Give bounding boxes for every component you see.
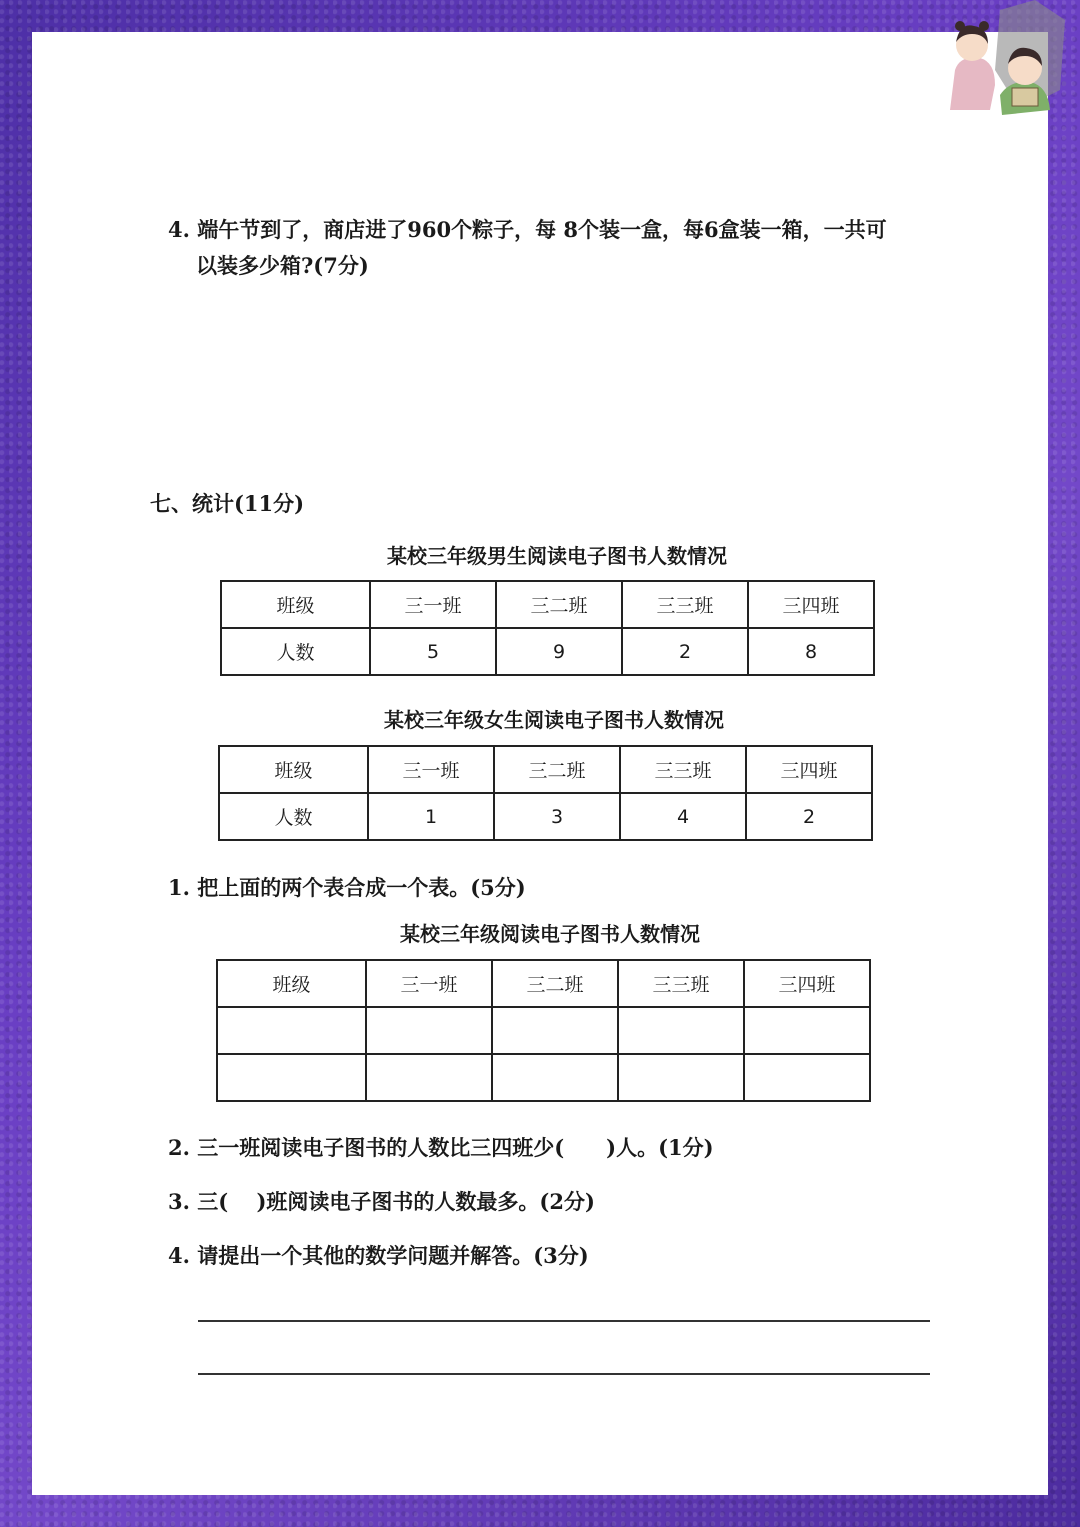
value-cell: 3	[494, 793, 620, 840]
combined-table-caption: 某校三年级阅读电子图书人数情况	[400, 922, 700, 946]
header-cell: 三二班	[492, 960, 618, 1007]
question-4-line2: 以装多少箱?(7分)	[196, 253, 369, 278]
header-cell: 三四班	[746, 746, 872, 793]
sub-question-2: 2. 三一班阅读电子图书的人数比三四班少( )人。(1分)	[168, 1135, 714, 1160]
header-cell: 三二班	[496, 581, 622, 628]
sub-question-4: 4. 请提出一个其他的数学问题并解答。(3分)	[168, 1243, 589, 1268]
header-cell: 三四班	[744, 960, 870, 1007]
boys-table	[220, 580, 875, 676]
header-cell: 三一班	[370, 581, 496, 628]
table-row	[217, 1054, 870, 1101]
header-cell: 班级	[217, 960, 366, 1007]
girls-table	[218, 745, 873, 841]
row-label: 人数	[221, 628, 370, 675]
sub-question-3: 3. 三( )班阅读电子图书的人数最多。(2分)	[168, 1189, 595, 1214]
header-cell: 三三班	[618, 960, 744, 1007]
header-cell: 三三班	[620, 746, 746, 793]
blank-cell[interactable]	[618, 1054, 744, 1101]
value-cell: 5	[370, 628, 496, 675]
value-cell: 4	[620, 793, 746, 840]
reading-children-illustration	[940, 0, 1065, 125]
girls-table-caption: 某校三年级女生阅读电子图书人数情况	[384, 708, 724, 732]
question-4	[168, 212, 887, 284]
header-cell: 班级	[219, 746, 368, 793]
table-row	[219, 746, 872, 793]
question-4-line1: 4. 端午节到了，商店进了960个粽子，每 8个装一盒，每6盒装一箱，一共可	[168, 217, 887, 242]
blank-cell[interactable]	[744, 1054, 870, 1101]
blank-cell[interactable]	[217, 1054, 366, 1101]
header-cell: 班级	[221, 581, 370, 628]
blank-cell[interactable]	[492, 1054, 618, 1101]
blank-cell[interactable]	[366, 1007, 492, 1054]
header-cell: 三一班	[368, 746, 494, 793]
value-cell: 2	[746, 793, 872, 840]
boys-table-caption: 某校三年级男生阅读电子图书人数情况	[387, 544, 727, 568]
blank-cell[interactable]	[744, 1007, 870, 1054]
answer-line[interactable]	[198, 1320, 930, 1322]
table-row	[219, 793, 872, 840]
row-label: 人数	[219, 793, 368, 840]
sub-question-1: 1. 把上面的两个表合成一个表。(5分)	[168, 875, 526, 900]
blank-cell[interactable]	[366, 1054, 492, 1101]
table-row	[217, 1007, 870, 1054]
blank-cell[interactable]	[217, 1007, 366, 1054]
header-cell: 三二班	[494, 746, 620, 793]
value-cell: 9	[496, 628, 622, 675]
header-cell: 三一班	[366, 960, 492, 1007]
combined-table	[216, 959, 871, 1102]
table-row	[221, 581, 874, 628]
answer-line[interactable]	[198, 1373, 930, 1375]
value-cell: 1	[368, 793, 494, 840]
table-row	[221, 628, 874, 675]
value-cell: 8	[748, 628, 874, 675]
blank-cell[interactable]	[492, 1007, 618, 1054]
table-row	[217, 960, 870, 1007]
section-title: 七、统计(11分)	[150, 491, 305, 516]
blank-cell[interactable]	[618, 1007, 744, 1054]
value-cell: 2	[622, 628, 748, 675]
header-cell: 三三班	[622, 581, 748, 628]
header-cell: 三四班	[748, 581, 874, 628]
